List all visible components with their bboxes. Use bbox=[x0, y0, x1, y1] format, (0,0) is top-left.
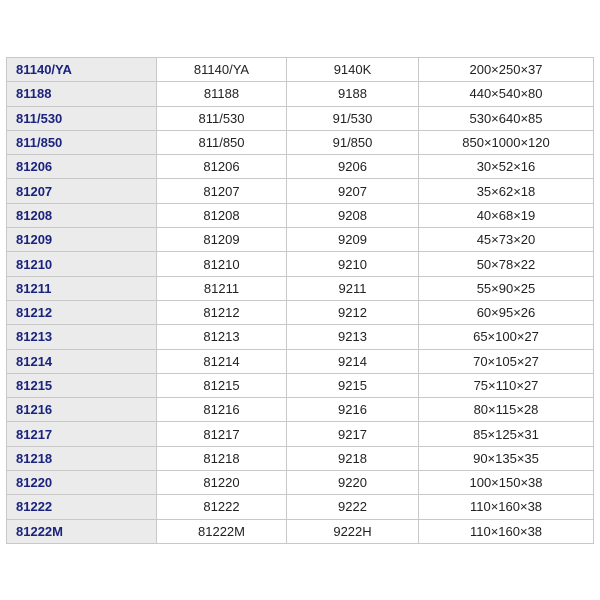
alt-model-cell: 81220 bbox=[157, 471, 287, 495]
model-cell[interactable]: 81211 bbox=[7, 276, 157, 300]
dimensions-cell: 35×62×18 bbox=[419, 179, 594, 203]
model-cell[interactable]: 81217 bbox=[7, 422, 157, 446]
code-cell: 9212 bbox=[287, 300, 419, 324]
code-cell: 9188 bbox=[287, 82, 419, 106]
dimensions-cell: 100×150×38 bbox=[419, 471, 594, 495]
dimensions-cell: 65×100×27 bbox=[419, 325, 594, 349]
code-cell: 9216 bbox=[287, 398, 419, 422]
table-row bbox=[7, 300, 594, 324]
table-row bbox=[7, 58, 594, 82]
dimensions-cell: 530×640×85 bbox=[419, 106, 594, 130]
code-cell: 9217 bbox=[287, 422, 419, 446]
table-row bbox=[7, 325, 594, 349]
code-cell: 9206 bbox=[287, 155, 419, 179]
dimensions-cell: 850×1000×120 bbox=[419, 130, 594, 154]
dimensions-cell: 70×105×27 bbox=[419, 349, 594, 373]
alt-model-cell: 81211 bbox=[157, 276, 287, 300]
model-cell[interactable]: 81209 bbox=[7, 228, 157, 252]
code-cell: 9222H bbox=[287, 519, 419, 543]
table-row bbox=[7, 471, 594, 495]
alt-model-cell: 81212 bbox=[157, 300, 287, 324]
dimensions-cell: 45×73×20 bbox=[419, 228, 594, 252]
code-cell: 91/850 bbox=[287, 130, 419, 154]
table-row bbox=[7, 106, 594, 130]
dimensions-cell: 110×160×38 bbox=[419, 495, 594, 519]
code-cell: 9140K bbox=[287, 58, 419, 82]
table-row bbox=[7, 519, 594, 543]
table-body bbox=[7, 58, 594, 544]
dimensions-cell: 90×135×35 bbox=[419, 446, 594, 470]
code-cell: 9215 bbox=[287, 373, 419, 397]
model-cell[interactable]: 81222M bbox=[7, 519, 157, 543]
table-row bbox=[7, 398, 594, 422]
alt-model-cell: 811/850 bbox=[157, 130, 287, 154]
dimensions-cell: 50×78×22 bbox=[419, 252, 594, 276]
model-cell[interactable]: 811/530 bbox=[7, 106, 157, 130]
table-row bbox=[7, 276, 594, 300]
alt-model-cell: 81216 bbox=[157, 398, 287, 422]
alt-model-cell: 81140/YA bbox=[157, 58, 287, 82]
bearing-spec-table bbox=[6, 57, 594, 544]
dimensions-cell: 80×115×28 bbox=[419, 398, 594, 422]
model-cell[interactable]: 81140/YA bbox=[7, 58, 157, 82]
alt-model-cell: 811/530 bbox=[157, 106, 287, 130]
alt-model-cell: 81218 bbox=[157, 446, 287, 470]
table-row bbox=[7, 228, 594, 252]
alt-model-cell: 81207 bbox=[157, 179, 287, 203]
dimensions-cell: 60×95×26 bbox=[419, 300, 594, 324]
table-row bbox=[7, 82, 594, 106]
alt-model-cell: 81213 bbox=[157, 325, 287, 349]
code-cell: 9220 bbox=[287, 471, 419, 495]
model-cell[interactable]: 81208 bbox=[7, 203, 157, 227]
table-row bbox=[7, 155, 594, 179]
dimensions-cell: 200×250×37 bbox=[419, 58, 594, 82]
table-row bbox=[7, 446, 594, 470]
table-row bbox=[7, 252, 594, 276]
alt-model-cell: 81215 bbox=[157, 373, 287, 397]
model-cell[interactable]: 81222 bbox=[7, 495, 157, 519]
alt-model-cell: 81214 bbox=[157, 349, 287, 373]
dimensions-cell: 440×540×80 bbox=[419, 82, 594, 106]
table-row bbox=[7, 349, 594, 373]
model-cell[interactable]: 81213 bbox=[7, 325, 157, 349]
dimensions-cell: 110×160×38 bbox=[419, 519, 594, 543]
code-cell: 9213 bbox=[287, 325, 419, 349]
code-cell: 9209 bbox=[287, 228, 419, 252]
model-cell[interactable]: 81220 bbox=[7, 471, 157, 495]
code-cell: 9210 bbox=[287, 252, 419, 276]
alt-model-cell: 81208 bbox=[157, 203, 287, 227]
table-row bbox=[7, 203, 594, 227]
alt-model-cell: 81217 bbox=[157, 422, 287, 446]
code-cell: 9222 bbox=[287, 495, 419, 519]
alt-model-cell: 81188 bbox=[157, 82, 287, 106]
model-cell[interactable]: 81215 bbox=[7, 373, 157, 397]
table-row bbox=[7, 130, 594, 154]
code-cell: 9218 bbox=[287, 446, 419, 470]
table-row bbox=[7, 495, 594, 519]
model-cell[interactable]: 81207 bbox=[7, 179, 157, 203]
model-cell[interactable]: 81210 bbox=[7, 252, 157, 276]
alt-model-cell: 81209 bbox=[157, 228, 287, 252]
code-cell: 9208 bbox=[287, 203, 419, 227]
dimensions-cell: 40×68×19 bbox=[419, 203, 594, 227]
table-row bbox=[7, 422, 594, 446]
model-cell[interactable]: 81212 bbox=[7, 300, 157, 324]
code-cell: 91/530 bbox=[287, 106, 419, 130]
dimensions-cell: 30×52×16 bbox=[419, 155, 594, 179]
alt-model-cell: 81222 bbox=[157, 495, 287, 519]
alt-model-cell: 81222M bbox=[157, 519, 287, 543]
code-cell: 9214 bbox=[287, 349, 419, 373]
model-cell[interactable]: 81216 bbox=[7, 398, 157, 422]
dimensions-cell: 75×110×27 bbox=[419, 373, 594, 397]
table-row bbox=[7, 373, 594, 397]
code-cell: 9211 bbox=[287, 276, 419, 300]
model-cell[interactable]: 81218 bbox=[7, 446, 157, 470]
dimensions-cell: 85×125×31 bbox=[419, 422, 594, 446]
table-row bbox=[7, 179, 594, 203]
model-cell[interactable]: 81206 bbox=[7, 155, 157, 179]
model-cell[interactable]: 81188 bbox=[7, 82, 157, 106]
alt-model-cell: 81206 bbox=[157, 155, 287, 179]
code-cell: 9207 bbox=[287, 179, 419, 203]
model-cell[interactable]: 81214 bbox=[7, 349, 157, 373]
model-cell[interactable]: 811/850 bbox=[7, 130, 157, 154]
dimensions-cell: 55×90×25 bbox=[419, 276, 594, 300]
alt-model-cell: 81210 bbox=[157, 252, 287, 276]
